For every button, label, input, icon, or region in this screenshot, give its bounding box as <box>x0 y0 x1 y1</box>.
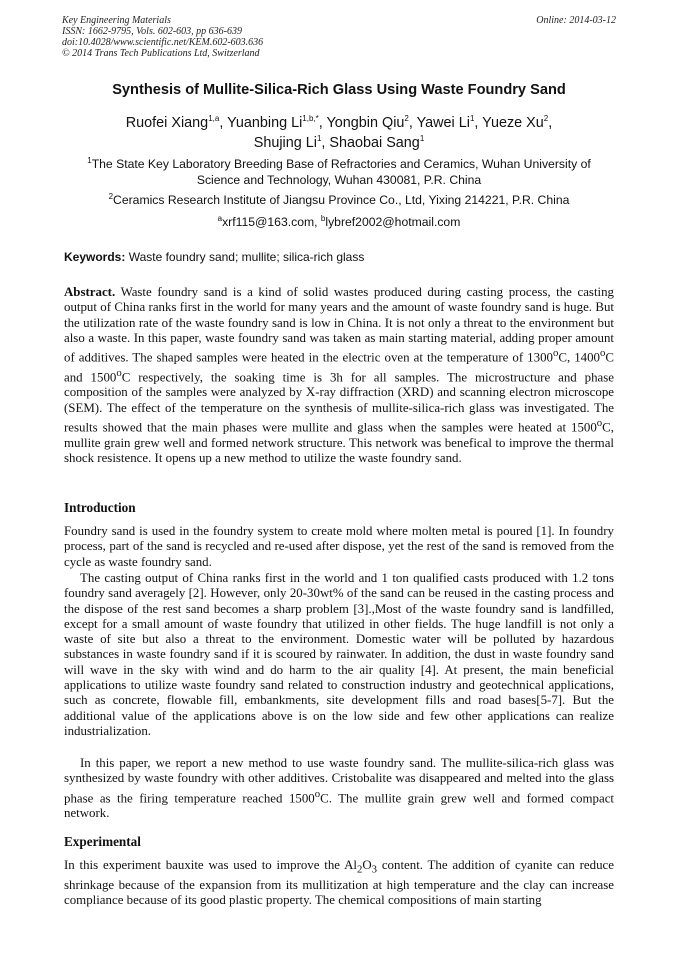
author-affiliation-mark: 2 <box>404 114 409 124</box>
abstract-text: C respectively, the soaking time is 3h for all samples. The microstructure and phase composition of the samples were analyzed by X-ray diffraction (XRD) and scanning electron microscope (SEM). The effect of the temperature on the synthesis of mullite-silica-rich glass was investigated. The results showed that the main phases were mullite and glass when the samples were heated at 1500 <box>64 370 614 435</box>
abstract-text: Waste foundry sand is a kind of solid wastes produced during casting process, the casting output of China ranks first in the world for many years and the amount of waste foundry sand is huge. But the utilization rate of the waste foundry sand is low in China. It is not only a threat to the environment but also a waste. In this paper, waste foundry sand was taken as main starting material, adding proper amount of additives. The shaped samples were heated in the electric oven at the temperature of 1300 <box>64 285 614 365</box>
author-affiliation-mark: 2 <box>543 114 549 124</box>
keywords <box>64 250 616 264</box>
author-name: Yawei Li <box>416 115 470 131</box>
issn-line: ISSN: 1662-9795, Vols. 602-603, pp 636-639 <box>62 26 242 37</box>
paragraph-text: O <box>362 858 372 872</box>
affiliation-mark: 2 <box>108 191 114 201</box>
author-name: Shujing Li <box>253 135 317 151</box>
author-name: Ruofei Xiang <box>125 115 209 131</box>
author-list: Ruofei Xiang$^{1,a}$, Yuanbing $Li^{1,b,*}$, Yongbin Qiu$^2$, Yawei Li$^1$, Yueze Xu$^2$, Shujing Li$^1$, Shaobai Sang$^1$ <box>125 114 553 151</box>
author-name: Yongbin Qiu <box>326 115 405 131</box>
introduction-heading: Introduction <box>64 500 136 515</box>
affiliation-mark: 1 <box>87 155 92 165</box>
abstract-text: C, 1400 <box>558 350 600 365</box>
author-affiliation-mark: 1,b,* <box>302 114 319 124</box>
author-name: Shaobai Sang <box>329 135 420 151</box>
affiliation-text: The State Key Laboratory Breeding Base of Refractories and Ceramics, Wuhan University of Science and Technology, Wuhan 430081, P.R. China <box>91 157 591 187</box>
degree-mark: o <box>600 347 606 360</box>
abstract-label: Abstract. <box>64 285 116 299</box>
email-line <box>66 215 612 229</box>
abstract-text: C, mullite grain grew well and formed network structure. This network was benefical to improve the thermal shock resistence. It opens up a new method to utilize the waste foundry sand. <box>64 420 614 465</box>
paragraph-text: In this experiment bauxite was used to improve the Al <box>64 858 357 872</box>
author-affiliation-mark: 1 <box>469 114 475 124</box>
email-b: lybref2002@hotmail.com <box>325 215 461 229</box>
author-name: Yuanbing Li <box>227 115 303 131</box>
author-affiliation-mark: 1,a <box>208 114 220 124</box>
paper-title: Synthesis of Mullite-Silica-Rich Glass Using Waste Foundry Sand <box>112 82 566 98</box>
abstract-text: C and 1500 <box>64 350 614 385</box>
keywords-label: Keywords: <box>64 250 126 264</box>
paragraph-text: content. The addition of cyanite can reduce shrinkage because of the expansion from its mullitization at high temperature and the clay can increase compliance because of its good plastic property. The chemical compositions of main starting <box>64 858 614 908</box>
email-mark: b <box>320 213 326 223</box>
introduction-paragraph <box>64 756 614 821</box>
keywords-text: Waste foundry sand; mullite; silica-rich glass <box>128 250 365 264</box>
degree-mark: o <box>596 416 603 429</box>
email-mark: a <box>217 213 223 223</box>
degree-mark: o <box>314 787 321 800</box>
affiliation-1 <box>66 157 612 188</box>
journal-name: Key Engineering Materials <box>62 15 171 26</box>
abstract <box>64 285 614 466</box>
subscript: 2 <box>356 863 363 876</box>
email-a: xrf115@163.com, <box>222 215 321 229</box>
paragraph-text: C. The mullite grain grew well and formed compact network. <box>64 790 614 821</box>
introduction-paragraph: The casting output of China ranks first in the world and 1 ton qualified casts produced with 1.2 tons foundry sand averagely [2]. However, only 20-30wt% of the sand can be reused in the casting process and the dispose of the rest sand becomes a sharp problem [3].,Most of the waste foundry sand is landfilled, except for a small amount of waste foundry that utilized in other fields. The huge landfill is not only a waste of site but also a threat to the environment. Domestic water will be polluted by hazardous substances in waste foundry sand if it is scoured by rainwater. In addition, the dust in waste foundry sand will wave in the sky with wind and do harm to the air quality [4]. At present, the main beneficial applications to utilize waste foundry sand related to construction industry and geotechnical applications, such as concrete, flowable fill, embankments, site development fills and road bases[5-7]. But the additional value of the applications above is on the low side and few other applications can realize industrialization. <box>64 571 614 738</box>
affiliation-text: Ceramics Research Institute of Jiangsu Province Co., Ltd, Yixing 214221, P.R. China <box>113 193 570 207</box>
copyright-line: © 2014 Trans Tech Publications Ltd, Switzerland <box>62 48 260 59</box>
degree-mark: o <box>552 347 559 360</box>
experimental-paragraph <box>64 858 614 908</box>
experimental-heading: Experimental <box>64 834 141 849</box>
paragraph-text: In this paper, we report a new method to use waste foundry sand. The mullite-silica-rich glass was synthesized by waste foundry with other additives. Cristobalite was disappeared and melted into the glass phase as the firing temperature reached 1500 <box>64 756 614 805</box>
author-affiliation-mark: 1 <box>419 134 425 144</box>
degree-mark: o <box>116 366 122 379</box>
subscript: 3 <box>371 863 378 876</box>
author-affiliation-mark: 1 <box>316 134 322 144</box>
author-name: Yueze Xu <box>482 115 544 131</box>
affiliation-2 <box>66 193 612 209</box>
doi-line: doi:10.4028/www.scientific.net/KEM.602-603.636 <box>62 37 264 48</box>
online-date: Online: 2014-03-12 <box>536 15 616 26</box>
introduction-paragraph: Foundry sand is used in the foundry system to create mold where molten metal is poured [1]. In foundry process, part of the sand is recycled and re-used after dispose, yet the rest of the sand is removed from the cycle as waste foundry sand. <box>64 524 614 569</box>
journal-header <box>62 15 616 59</box>
